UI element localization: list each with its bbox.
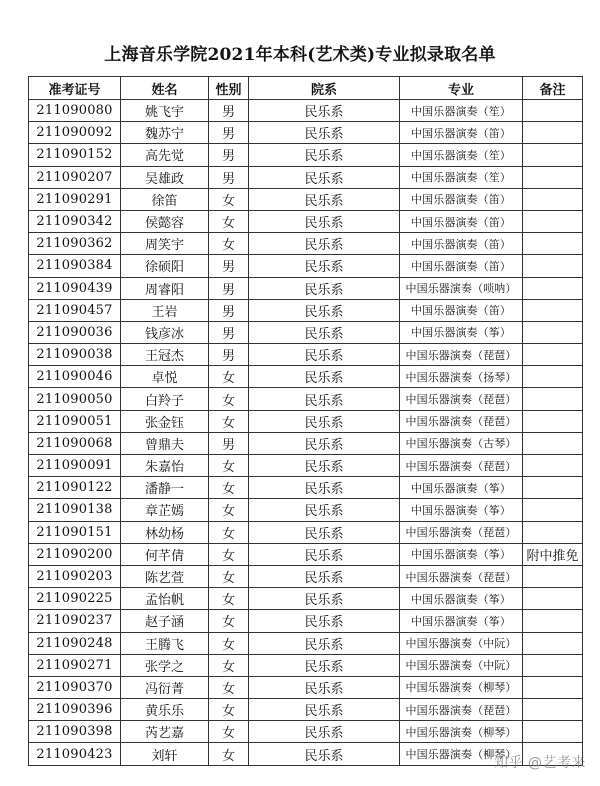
- cell-gender: 女: [209, 699, 249, 721]
- cell-gender: 男: [209, 100, 249, 122]
- cell-remarks: [523, 565, 583, 587]
- cell-department: 民乐系: [249, 455, 400, 477]
- cell-gender: 男: [209, 432, 249, 454]
- cell-name: 高先觉: [121, 144, 209, 166]
- cell-name: 黄乐乐: [121, 699, 209, 721]
- cell-name: 林幼杨: [121, 521, 209, 543]
- cell-remarks: [523, 166, 583, 188]
- cell-name: 何芊倩: [121, 543, 209, 565]
- cell-gender: 男: [209, 255, 249, 277]
- cell-department: 民乐系: [249, 366, 400, 388]
- cell-major: 中国乐器演奏（古琴）: [400, 432, 523, 454]
- table-body: [29, 100, 583, 766]
- cell-exam-id: 211090237: [29, 610, 121, 632]
- cell-exam-id: 211090068: [29, 432, 121, 454]
- cell-major: 中国乐器演奏（笛）: [400, 233, 523, 255]
- cell-remarks: [523, 676, 583, 698]
- cell-exam-id: 211090248: [29, 632, 121, 654]
- cell-major: 中国乐器演奏（笙）: [400, 100, 523, 122]
- cell-exam-id: 211090050: [29, 388, 121, 410]
- cell-gender: 女: [209, 499, 249, 521]
- table-row: [29, 166, 583, 188]
- cell-gender: 男: [209, 166, 249, 188]
- cell-remarks: [523, 122, 583, 144]
- cell-gender: 女: [209, 455, 249, 477]
- table-row: [29, 299, 583, 321]
- cell-major: 中国乐器演奏（筝）: [400, 477, 523, 499]
- cell-major: 中国乐器演奏（筝）: [400, 610, 523, 632]
- cell-exam-id: 211090151: [29, 521, 121, 543]
- cell-department: 民乐系: [249, 543, 400, 565]
- cell-major: 中国乐器演奏（笛）: [400, 210, 523, 232]
- cell-name: 徐笛: [121, 188, 209, 210]
- cell-exam-id: 211090200: [29, 543, 121, 565]
- cell-exam-id: 211090362: [29, 233, 121, 255]
- cell-name: 魏苏宁: [121, 122, 209, 144]
- cell-gender: 女: [209, 676, 249, 698]
- cell-exam-id: 211090271: [29, 654, 121, 676]
- cell-department: 民乐系: [249, 210, 400, 232]
- cell-major: 中国乐器演奏（柳琴）: [400, 676, 523, 698]
- cell-name: 潘静一: [121, 477, 209, 499]
- table-row: [29, 588, 583, 610]
- cell-remarks: [523, 233, 583, 255]
- cell-department: 民乐系: [249, 610, 400, 632]
- cell-gender: 女: [209, 210, 249, 232]
- cell-name: 刘轩: [121, 743, 209, 765]
- cell-department: 民乐系: [249, 521, 400, 543]
- cell-major: 中国乐器演奏（笙）: [400, 166, 523, 188]
- cell-major: 中国乐器演奏（笛）: [400, 255, 523, 277]
- cell-name: 吴雄政: [121, 166, 209, 188]
- table-row: [29, 410, 583, 432]
- header-name: 姓名: [121, 77, 209, 100]
- cell-name: 张学之: [121, 654, 209, 676]
- cell-department: 民乐系: [249, 699, 400, 721]
- cell-name: 侯懿容: [121, 210, 209, 232]
- cell-department: 民乐系: [249, 477, 400, 499]
- cell-remarks: [523, 255, 583, 277]
- cell-exam-id: 211090225: [29, 588, 121, 610]
- cell-department: 民乐系: [249, 388, 400, 410]
- header-exam-id: 准考证号: [29, 77, 121, 100]
- cell-department: 民乐系: [249, 721, 400, 743]
- cell-remarks: [523, 410, 583, 432]
- cell-remarks: [523, 432, 583, 454]
- table-row: [29, 477, 583, 499]
- cell-major: 中国乐器演奏（琵琶）: [400, 565, 523, 587]
- table-row: [29, 366, 583, 388]
- cell-remarks: [523, 521, 583, 543]
- cell-remarks: [523, 210, 583, 232]
- cell-gender: 女: [209, 721, 249, 743]
- watermark: 知乎 @艺考来: [494, 755, 586, 771]
- cell-gender: 女: [209, 654, 249, 676]
- cell-department: 民乐系: [249, 432, 400, 454]
- cell-exam-id: 211090051: [29, 410, 121, 432]
- cell-exam-id: 211090203: [29, 565, 121, 587]
- cell-name: 王岩: [121, 299, 209, 321]
- cell-department: 民乐系: [249, 588, 400, 610]
- cell-department: 民乐系: [249, 233, 400, 255]
- table-row: [29, 721, 583, 743]
- cell-exam-id: 211090152: [29, 144, 121, 166]
- cell-department: 民乐系: [249, 188, 400, 210]
- table-row: [29, 122, 583, 144]
- cell-name: 王腾飞: [121, 632, 209, 654]
- admission-list-table: [28, 76, 583, 766]
- table-row: [29, 188, 583, 210]
- cell-name: 陈艺萱: [121, 565, 209, 587]
- cell-remarks: 附中推免: [523, 543, 583, 565]
- cell-department: 民乐系: [249, 743, 400, 765]
- cell-name: 王冠杰: [121, 344, 209, 366]
- cell-name: 徐硕阳: [121, 255, 209, 277]
- cell-name: 姚飞宇: [121, 100, 209, 122]
- table-row: [29, 565, 583, 587]
- cell-name: 白羚子: [121, 388, 209, 410]
- cell-exam-id: 211090080: [29, 100, 121, 122]
- table-row: [29, 632, 583, 654]
- cell-gender: 女: [209, 610, 249, 632]
- cell-department: 民乐系: [249, 344, 400, 366]
- cell-department: 民乐系: [249, 299, 400, 321]
- cell-exam-id: 211090398: [29, 721, 121, 743]
- header-department: 院系: [249, 77, 400, 100]
- cell-major: 中国乐器演奏（笛）: [400, 299, 523, 321]
- cell-gender: 男: [209, 122, 249, 144]
- cell-remarks: [523, 321, 583, 343]
- cell-major: 中国乐器演奏（琵琶）: [400, 410, 523, 432]
- header-row: [29, 77, 583, 100]
- cell-department: 民乐系: [249, 410, 400, 432]
- cell-exam-id: 211090091: [29, 455, 121, 477]
- document-title: 上海音乐学院2021年本科(艺术类)专业拟录取名单: [104, 45, 496, 65]
- table-row: [29, 144, 583, 166]
- cell-name: 钱彦冰: [121, 321, 209, 343]
- cell-major: 中国乐器演奏（琵琶）: [400, 455, 523, 477]
- cell-major: 中国乐器演奏（扬琴）: [400, 366, 523, 388]
- cell-name: 周睿阳: [121, 277, 209, 299]
- cell-remarks: [523, 588, 583, 610]
- table-row: [29, 499, 583, 521]
- cell-exam-id: 211090457: [29, 299, 121, 321]
- cell-remarks: [523, 654, 583, 676]
- cell-major: 中国乐器演奏（琵琶）: [400, 521, 523, 543]
- cell-gender: 女: [209, 543, 249, 565]
- cell-name: 冯衍菁: [121, 676, 209, 698]
- cell-major: 中国乐器演奏（柳琴）: [400, 721, 523, 743]
- cell-remarks: [523, 299, 583, 321]
- cell-remarks: [523, 277, 583, 299]
- cell-major: 中国乐器演奏（柳琴）: [400, 743, 523, 765]
- cell-department: 民乐系: [249, 565, 400, 587]
- cell-gender: 女: [209, 743, 249, 765]
- table-row: [29, 344, 583, 366]
- cell-remarks: [523, 100, 583, 122]
- cell-remarks: [523, 366, 583, 388]
- header-remarks: 备注: [523, 77, 583, 100]
- table-row: [29, 521, 583, 543]
- cell-major: 中国乐器演奏（笛）: [400, 122, 523, 144]
- cell-exam-id: 211090439: [29, 277, 121, 299]
- cell-name: 曾鼎夫: [121, 432, 209, 454]
- cell-name: 孟怡帆: [121, 588, 209, 610]
- cell-remarks: [523, 388, 583, 410]
- cell-name: 张金钰: [121, 410, 209, 432]
- table-row: [29, 699, 583, 721]
- cell-major: 中国乐器演奏（琵琶）: [400, 344, 523, 366]
- cell-department: 民乐系: [249, 144, 400, 166]
- cell-gender: 女: [209, 388, 249, 410]
- cell-remarks: [523, 455, 583, 477]
- cell-gender: 女: [209, 410, 249, 432]
- cell-gender: 女: [209, 521, 249, 543]
- cell-exam-id: 211090092: [29, 122, 121, 144]
- cell-remarks: [523, 499, 583, 521]
- cell-remarks: [523, 610, 583, 632]
- cell-gender: 男: [209, 144, 249, 166]
- cell-gender: 男: [209, 321, 249, 343]
- cell-gender: 女: [209, 188, 249, 210]
- cell-major: 中国乐器演奏（琵琶）: [400, 388, 523, 410]
- cell-major: 中国乐器演奏（筝）: [400, 499, 523, 521]
- cell-name: 赵子涵: [121, 610, 209, 632]
- table-row: [29, 321, 583, 343]
- table-row: [29, 654, 583, 676]
- cell-department: 民乐系: [249, 277, 400, 299]
- table-row: [29, 100, 583, 122]
- cell-remarks: [523, 699, 583, 721]
- cell-major: 中国乐器演奏（中阮）: [400, 654, 523, 676]
- cell-department: 民乐系: [249, 122, 400, 144]
- cell-major: 中国乐器演奏（筝）: [400, 588, 523, 610]
- cell-exam-id: 211090038: [29, 344, 121, 366]
- cell-department: 民乐系: [249, 166, 400, 188]
- cell-department: 民乐系: [249, 676, 400, 698]
- cell-major: 中国乐器演奏（笙）: [400, 144, 523, 166]
- table-row: [29, 455, 583, 477]
- table-row: [29, 255, 583, 277]
- cell-major: 中国乐器演奏（笛）: [400, 188, 523, 210]
- cell-remarks: [523, 632, 583, 654]
- cell-exam-id: 211090291: [29, 188, 121, 210]
- cell-name: 卓悦: [121, 366, 209, 388]
- cell-remarks: [523, 344, 583, 366]
- cell-gender: 女: [209, 366, 249, 388]
- cell-major: 中国乐器演奏（筝）: [400, 321, 523, 343]
- cell-exam-id: 211090207: [29, 166, 121, 188]
- cell-department: 民乐系: [249, 321, 400, 343]
- cell-gender: 女: [209, 233, 249, 255]
- table-row: [29, 610, 583, 632]
- cell-exam-id: 211090423: [29, 743, 121, 765]
- cell-major: 中国乐器演奏（中阮）: [400, 632, 523, 654]
- header-major: 专业: [400, 77, 523, 100]
- cell-department: 民乐系: [249, 632, 400, 654]
- table-row: [29, 277, 583, 299]
- cell-name: 周笑宇: [121, 233, 209, 255]
- cell-department: 民乐系: [249, 654, 400, 676]
- cell-exam-id: 211090036: [29, 321, 121, 343]
- cell-exam-id: 211090384: [29, 255, 121, 277]
- header-gender: 性别: [209, 77, 249, 100]
- cell-exam-id: 211090046: [29, 366, 121, 388]
- table-row: [29, 543, 583, 565]
- cell-department: 民乐系: [249, 499, 400, 521]
- cell-gender: 女: [209, 632, 249, 654]
- cell-name: 章芷嫣: [121, 499, 209, 521]
- cell-name: 芮艺嘉: [121, 721, 209, 743]
- cell-gender: 女: [209, 565, 249, 587]
- cell-gender: 女: [209, 477, 249, 499]
- cell-gender: 男: [209, 344, 249, 366]
- cell-remarks: [523, 721, 583, 743]
- table-row: [29, 210, 583, 232]
- table-row: [29, 676, 583, 698]
- cell-department: 民乐系: [249, 100, 400, 122]
- cell-department: 民乐系: [249, 255, 400, 277]
- cell-major: 中国乐器演奏（筝）: [400, 543, 523, 565]
- cell-gender: 女: [209, 588, 249, 610]
- cell-exam-id: 211090370: [29, 676, 121, 698]
- cell-major: 中国乐器演奏（琵琶）: [400, 699, 523, 721]
- table-row: [29, 388, 583, 410]
- cell-major: 中国乐器演奏（唢呐）: [400, 277, 523, 299]
- cell-remarks: [523, 188, 583, 210]
- cell-gender: 男: [209, 299, 249, 321]
- cell-remarks: [523, 477, 583, 499]
- cell-exam-id: 211090122: [29, 477, 121, 499]
- table-row: [29, 432, 583, 454]
- cell-exam-id: 211090396: [29, 699, 121, 721]
- cell-remarks: [523, 144, 583, 166]
- cell-name: 朱嘉怡: [121, 455, 209, 477]
- cell-exam-id: 211090342: [29, 210, 121, 232]
- cell-exam-id: 211090138: [29, 499, 121, 521]
- cell-gender: 男: [209, 277, 249, 299]
- table-header: [29, 77, 583, 100]
- table-row: [29, 233, 583, 255]
